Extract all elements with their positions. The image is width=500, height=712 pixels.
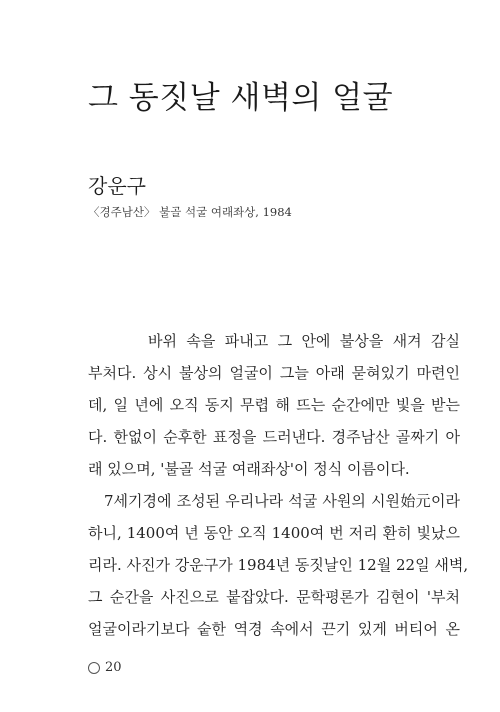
page-number: 20 xyxy=(105,660,122,675)
photo-caption: 〈경주남산〉 불골 석굴 여래좌상, 1984 xyxy=(88,205,292,219)
body-line: 리라. 사진가 강운구가 1984년 동짓날인 12월 22일 새벽, xyxy=(88,556,469,574)
body-line: 부처다. 상시 불상의 얼굴이 그늘 아래 묻혀있기 마련인 xyxy=(88,364,460,382)
body-line: 얼굴이라기보다 숱한 역경 속에서 끈기 있게 버티어 온 xyxy=(88,620,460,638)
body-text xyxy=(88,330,469,650)
body-line: 바위 속을 파내고 그 안에 불상을 새겨 감실 xyxy=(148,332,460,350)
page-title: 그 동짓날 새벽의 얼굴 xyxy=(88,80,394,116)
page-footer xyxy=(88,660,122,675)
body-line: 하니, 1400여 년 동안 오직 1400여 번 저리 환히 빛났으 xyxy=(88,524,460,542)
body-line: 데, 일 년에 오직 동지 무렵 해 뜨는 순간에만 빛을 받는 xyxy=(88,396,460,414)
circle-icon xyxy=(88,662,100,674)
author-name: 강운구 xyxy=(88,174,146,198)
body-line: 래 있으며, '불골 석굴 여래좌상'이 정식 이름이다. xyxy=(88,460,410,478)
body-line: 다. 한없이 순후한 표정을 드러낸다. 경주남산 골짜기 아 xyxy=(88,428,460,446)
body-line: 그 순간을 사진으로 붙잡았다. 문학평론가 김현이 '부처 xyxy=(88,588,460,606)
body-line: 7세기경에 조성된 우리나라 석굴 사원의 시원始元이라 xyxy=(104,492,460,510)
